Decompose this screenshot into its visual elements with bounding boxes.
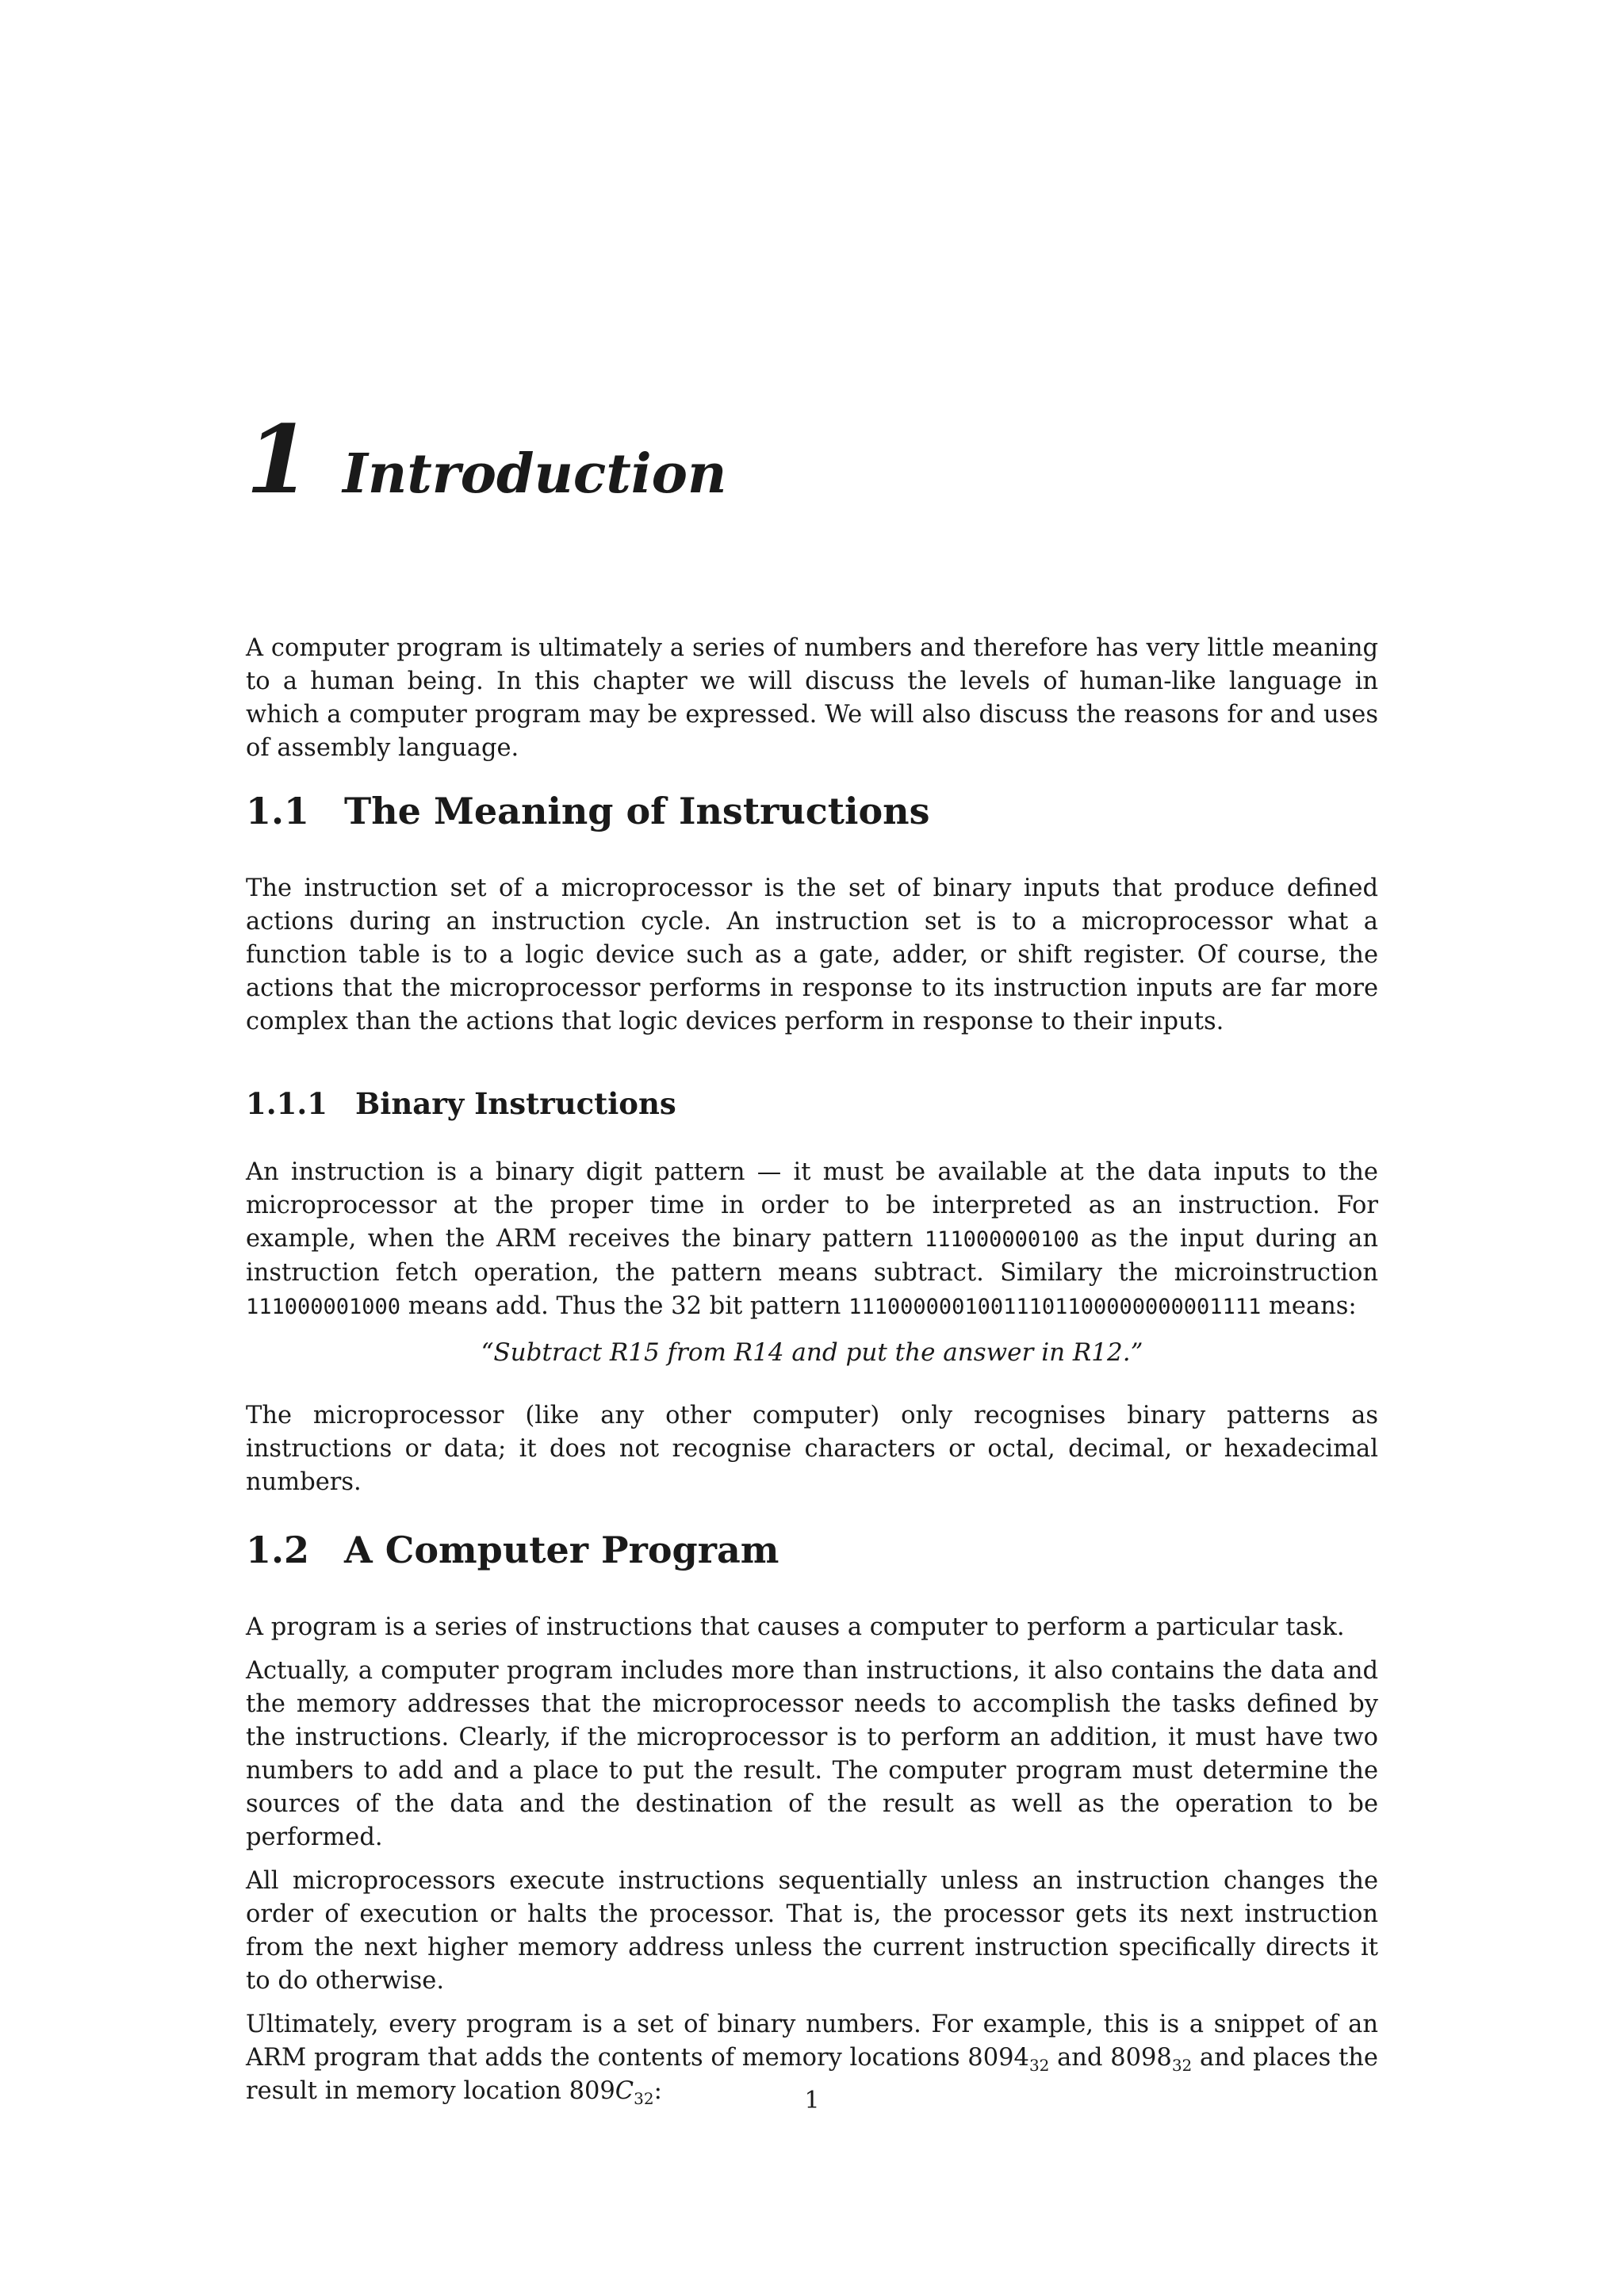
page-number: 1 bbox=[804, 2087, 820, 2114]
section-heading-1-2 bbox=[246, 1529, 779, 1571]
chapter-number: 1 bbox=[246, 404, 312, 515]
subsection-title: Binary Instructions bbox=[355, 1086, 676, 1121]
recognition-paragraph: The microprocessor (like any other computer) only recognises binary patterns as instructions or data; it does not recognise characters or octal, decimal, or hexadecimal numbers. bbox=[246, 1402, 1378, 1496]
subsection-heading-1-1-1 bbox=[246, 1086, 676, 1121]
section-1-1-paragraph: The instruction set of a microprocessor is the set of binary inputs that produce defined actions during an instruction cycle. An instruction set is to a microprocessor what a function table is to a logic device such as a gate, adder, or shift register. Of course, the actions that the microprocessor performs in response to its instruction inputs are far more complex than the actions that logic devices perform in response to their inputs. bbox=[246, 874, 1378, 1035]
intro-paragraph: A computer program is ultimately a series of numbers and therefore has very little meaning to a human being. In this chapter we will discuss the levels of human-like language in which a computer program may be expressed. We will also discuss the reasons for and uses of assembly language. bbox=[246, 634, 1378, 762]
subscript: 32 bbox=[1171, 2056, 1193, 2075]
text-run: C bbox=[615, 2077, 634, 2105]
text-run: and 8098 bbox=[1049, 2044, 1172, 2072]
section-1-2-body bbox=[246, 1611, 1378, 2108]
text-run: Ultimately, every program is a set of binary numbers. For example, this is a snippet of an ARM program that adds the contents of memory locations 8094 bbox=[246, 2011, 1378, 2072]
code-inline: 111000001000 bbox=[246, 1295, 401, 1319]
instruction-quote: “Subtract R15 from R14 and put the answer in R12.” bbox=[481, 1338, 1143, 1367]
text-run: : bbox=[653, 2077, 662, 2105]
binary-instructions-paragraph bbox=[246, 1156, 1378, 1324]
section-number: 1.1 bbox=[246, 790, 310, 832]
section-title: A Computer Program bbox=[344, 1529, 779, 1571]
sequential-execution-paragraph: All microprocessors execute instructions sequentially unless an instruction changes the order of execution or halts the processor. That is, the processor gets its next instruction from the next higher memory address unless the current instruction specifically directs it to do otherwise. bbox=[246, 1867, 1378, 1995]
text-run: An instruction is a binary digit pattern — it must be available at the data inputs to the microprocessor at the proper time in order to be interpreted as an instruction. For example, when the ARM receives the binary pattern bbox=[246, 1158, 1378, 1253]
intro-paragraph-block bbox=[246, 632, 1378, 765]
text-run: means add. Thus the 32 bit pattern bbox=[400, 1292, 849, 1320]
subscript: 32 bbox=[634, 2089, 654, 2108]
section-title: The Meaning of Instructions bbox=[344, 790, 930, 832]
section-number: 1.2 bbox=[246, 1529, 310, 1571]
subsection-number: 1.1.1 bbox=[246, 1086, 327, 1121]
section-heading-1-1 bbox=[246, 790, 930, 832]
program-contents-paragraph: Actually, a computer program includes more than instructions, it also contains the data and the memory addresses that the microprocessor needs to accomplish the tasks defined by the instructions. Clearly, if the microprocessor is to perform an addition, it must have two numbers to add and a place to put the result. The computer program must determine the sources of the data and the destination of the result as well as the operation to be performed. bbox=[246, 1657, 1378, 1851]
text-run: as the input during an instruction fetch operation, the pattern means subtract. Similary the microinstruction bbox=[246, 1225, 1378, 1287]
section-1-1-body bbox=[246, 872, 1378, 1039]
text-run: means: bbox=[1261, 1292, 1357, 1320]
code-inline: 11100000010011101100000000001111 bbox=[848, 1295, 1262, 1319]
program-definition-paragraph: A program is a series of instructions that causes a computer to perform a particular task. bbox=[246, 1613, 1345, 1641]
text-run: and places the result in memory location 809 bbox=[246, 2044, 1378, 2105]
chapter-title: Introduction bbox=[343, 442, 727, 506]
chapter-heading bbox=[246, 404, 726, 515]
code-inline: 111000000100 bbox=[924, 1227, 1079, 1252]
subsection-1-1-1-closing bbox=[246, 1399, 1378, 1499]
subsection-1-1-1-body bbox=[246, 1156, 1378, 1324]
subscript: 32 bbox=[1028, 2056, 1050, 2075]
